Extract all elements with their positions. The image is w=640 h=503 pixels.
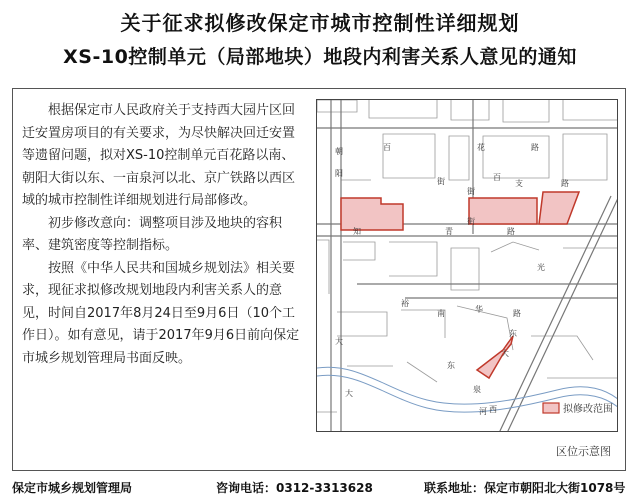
street-char: 百 [383, 143, 391, 152]
highlight-area-west [341, 198, 403, 230]
street-char: 花 [477, 143, 485, 152]
street-char: 路 [513, 309, 521, 318]
street-char: 大 [501, 349, 509, 358]
footer-organization: 保定市城乡规划管理局 [12, 481, 133, 495]
notice-title-line-2: XS-10控制单元（局部地块）地段内利害关系人意见的通知 [63, 46, 577, 68]
legend-swatch [543, 403, 559, 413]
legend-label: 拟修改范围 [563, 404, 613, 415]
street-char: 东 [509, 329, 517, 338]
highlight-area-east [539, 192, 579, 224]
street-char: 华 [475, 305, 483, 314]
map-caption: 区位示意图 [556, 445, 611, 458]
street-char: 百 [493, 173, 501, 182]
street-char: 大 [335, 337, 343, 346]
notice-title-line-1: 关于征求拟修改保定市城市控制性详细规划 [120, 11, 520, 35]
notice-body [22, 100, 304, 370]
paragraph-3: 按照《中华人民共和国城乡规划法》相关要求，现征求拟修改规划地段内利害关系人的意见，时间自2017年8月24日至9月6日（10个工作日）。如有意见，请于2017年9月6日前向保定市城乡规划管理局书面反映。 [22, 260, 300, 366]
street-char: 西 [489, 405, 497, 414]
street-char: 青 [445, 227, 453, 236]
street-char: 支 [515, 179, 523, 188]
paragraph-1: 根据保定市人民政府关于支持西大园片区回迁安置房项目的有关要求，为尽快解决回迁安置等遗留问题，拟对XS-10控制单元百花路以南、朝阳大街以东、一亩泉河以北、京广铁路以西区域的城市控制性详细规划进行局部修改。 [22, 103, 296, 208]
street-char: 街 [437, 177, 445, 186]
street-char: 光 [537, 263, 545, 272]
map-blocks [317, 100, 618, 412]
street-char: 阳 [335, 169, 343, 178]
street-char: 河 [479, 407, 487, 416]
street-char: 街 [467, 217, 475, 226]
street-char: 泉 [473, 385, 481, 394]
street-char: 东 [447, 361, 455, 370]
highlight-areas [341, 192, 579, 378]
street-char: 路 [507, 227, 515, 236]
street-char: 路 [531, 143, 539, 152]
street-char: 知 [353, 227, 361, 236]
map-legend [543, 402, 613, 415]
street-char: 朝 [335, 147, 343, 156]
street-char: 大 [345, 389, 353, 398]
footer-address: 联系地址：保定市朝阳北大街1078号 [424, 481, 626, 495]
street-char: 南 [437, 309, 445, 318]
street-char: 裕 [401, 299, 409, 308]
street-char: 街 [467, 187, 475, 196]
highlight-area-center [469, 198, 537, 224]
footer-phone: 咨询电话：0312-3313628 [216, 481, 373, 495]
paragraph-2: 初步修改意向：调整项目涉及地块的容积率、建筑密度等控制指标。 [22, 215, 283, 253]
location-map [316, 99, 618, 432]
street-char: 路 [561, 179, 569, 188]
